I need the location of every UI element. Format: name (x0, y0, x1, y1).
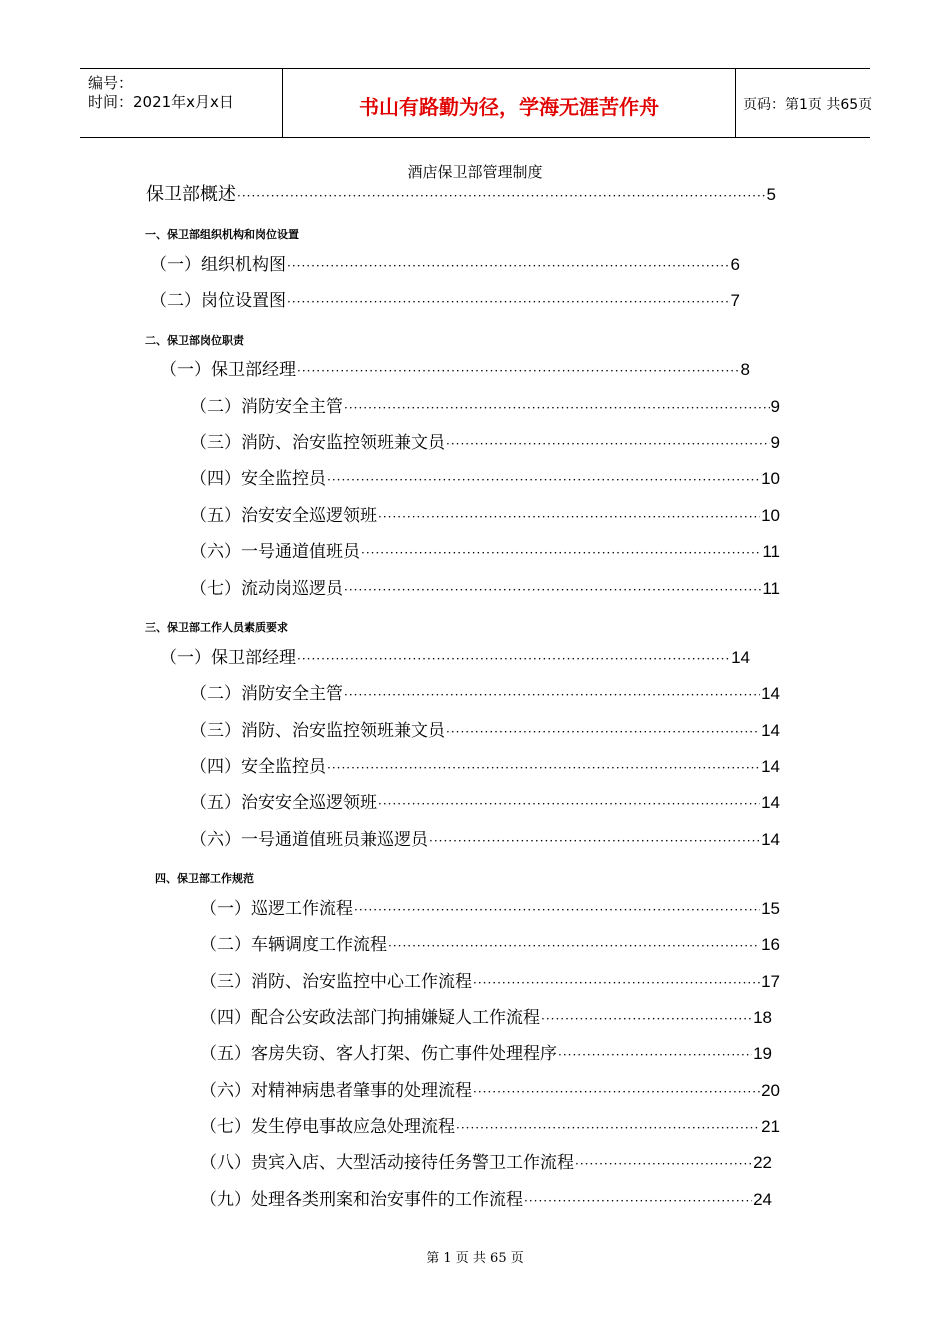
toc-entry[interactable] (190, 791, 780, 815)
toc-entry-text: （一）保卫部经理 (160, 648, 296, 668)
document-title: 酒店保卫部管理制度 (407, 163, 543, 181)
toc-entry-page: 9 (770, 397, 780, 416)
toc-entry[interactable] (160, 646, 750, 670)
toc-entry-text: （一）组织机构图 (150, 255, 286, 275)
page-info: 页码：第1页 共65页 (743, 97, 873, 113)
toc-entry-page: 20 (761, 1081, 780, 1100)
toc-entry-page: 14 (761, 721, 780, 740)
section-heading: 四、保卫部工作规范 (155, 872, 254, 885)
toc-entry[interactable] (190, 431, 780, 455)
toc-entry-text: （七）发生停电事故应急处理流程 (200, 1117, 455, 1137)
toc-entry-text: （三）消防、治安监控领班兼文员 (190, 721, 445, 741)
toc-entry-page: 14 (761, 830, 780, 849)
toc-entry-text: （五）治安安全巡逻领班 (190, 506, 377, 526)
toc-entry[interactable] (150, 253, 740, 277)
toc-entry-page: 10 (761, 469, 780, 488)
toc-entry-page: 10 (761, 506, 780, 525)
toc-entry-page: 16 (761, 935, 780, 954)
toc-entry[interactable] (190, 504, 780, 528)
toc-entry-page: 14 (731, 648, 750, 667)
toc-entry-page: 14 (761, 757, 780, 776)
toc-entry-text: 保卫部概述 (146, 184, 236, 205)
toc-entry[interactable] (190, 755, 780, 779)
toc-entry-text: （五）治安安全巡逻领班 (190, 793, 377, 813)
toc-entry-page: 5 (766, 185, 776, 204)
number-label: 编号： (88, 74, 134, 92)
toc-entry-page: 15 (761, 899, 780, 918)
toc-entry[interactable] (190, 395, 780, 419)
toc-entry[interactable] (160, 358, 750, 382)
toc-entry[interactable] (190, 828, 780, 852)
toc-entry-text: （二）岗位设置图 (150, 291, 286, 311)
toc-entry-page: 8 (740, 360, 750, 379)
toc-entry-page: 11 (762, 579, 780, 598)
toc-entry[interactable] (200, 897, 780, 921)
toc-entry-page: 18 (753, 1008, 772, 1027)
date-label: 时间：2021年x月x日 (88, 93, 234, 111)
toc-entry-page: 22 (753, 1153, 772, 1172)
toc-entry-page: 9 (770, 433, 780, 452)
toc-entry-text: （一）保卫部经理 (160, 360, 296, 380)
section-heading: 三、保卫部工作人员素质要求 (145, 621, 288, 634)
toc-entry-page: 17 (761, 972, 780, 991)
toc-entry-page: 14 (761, 793, 780, 812)
toc-entry[interactable] (200, 970, 780, 994)
toc-entry[interactable] (190, 682, 780, 706)
toc-entry-page: 11 (762, 542, 780, 561)
toc-entry-page: 24 (753, 1190, 772, 1209)
toc-entry-page: 7 (730, 291, 740, 310)
toc-entry-text: （六）一号通道值班员 (190, 542, 360, 562)
toc-entry-page: 19 (753, 1044, 772, 1063)
toc-entry[interactable] (200, 1188, 772, 1212)
toc-entry[interactable] (200, 1115, 780, 1139)
toc-entry-text: （九）处理各类刑案和治安事件的工作流程 (200, 1190, 523, 1210)
toc-entry-text: （四）安全监控员 (190, 469, 326, 489)
toc-entry-text: （二）消防安全主管 (190, 684, 343, 704)
toc-entry[interactable] (150, 289, 740, 313)
toc-entry[interactable] (200, 1042, 772, 1066)
toc-entry[interactable] (190, 540, 780, 564)
toc-entry-page: 14 (761, 684, 780, 703)
toc-entry-text: （六）对精神病患者肇事的处理流程 (200, 1081, 472, 1101)
toc-entry[interactable] (200, 933, 780, 957)
toc-entry-text: （二）消防安全主管 (190, 397, 343, 417)
toc-entry[interactable] (190, 467, 780, 491)
toc-entry-text: （八）贵宾入店、大型活动接待任务警卫工作流程 (200, 1153, 574, 1173)
motto: 书山有路勤为径，学海无涯苦作舟 (359, 95, 659, 119)
section-heading: 一、保卫部组织机构和岗位设置 (145, 228, 299, 241)
page-footer: 第 1 页 共 65 页 (426, 1251, 524, 1266)
section-heading: 二、保卫部岗位职责 (145, 334, 244, 347)
toc-entry[interactable] (146, 183, 776, 207)
toc-entry[interactable] (190, 577, 780, 601)
toc-entry[interactable] (190, 719, 780, 743)
toc-entry-page: 6 (730, 255, 740, 274)
toc-entry-text: （二）车辆调度工作流程 (200, 935, 387, 955)
toc-entry[interactable] (200, 1151, 772, 1175)
toc-entry[interactable] (200, 1006, 772, 1030)
toc-entry-text: （六）一号通道值班员兼巡逻员 (190, 830, 428, 850)
toc-entry[interactable] (200, 1079, 780, 1103)
toc-entry-text: （七）流动岗巡逻员 (190, 579, 343, 599)
toc-entry-text: （三）消防、治安监控中心工作流程 (200, 972, 472, 992)
toc-entry-text: （五）客房失窃、客人打架、伤亡事件处理程序 (200, 1044, 557, 1064)
toc-entry-text: （三）消防、治安监控领班兼文员 (190, 433, 445, 453)
toc-entry-text: （一）巡逻工作流程 (200, 899, 353, 919)
toc-entry-text: （四）配合公安政法部门拘捕嫌疑人工作流程 (200, 1008, 540, 1028)
toc-entry-page: 21 (761, 1117, 780, 1136)
toc-entry-text: （四）安全监控员 (190, 757, 326, 777)
